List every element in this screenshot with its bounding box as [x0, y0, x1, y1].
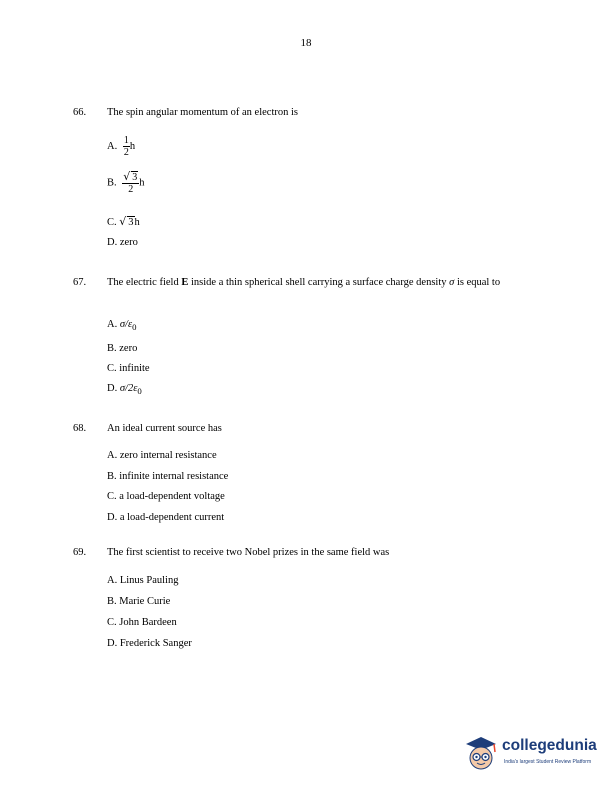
- option-d: [107, 383, 142, 396]
- option-label: A.: [107, 450, 118, 461]
- page-number: 18: [300, 37, 312, 49]
- option-text: Linus Pauling: [119, 575, 179, 586]
- option-label: B.: [107, 177, 117, 189]
- planck-symbol: h: [129, 140, 136, 152]
- option-b: [107, 343, 137, 354]
- option-a: [107, 575, 178, 586]
- option-label: B.: [107, 596, 117, 607]
- subscript: 0: [137, 386, 142, 397]
- option-label: B.: [107, 343, 117, 354]
- question-number: 68.: [73, 423, 87, 434]
- subscript: 0: [132, 322, 137, 333]
- option-text: infinite internal resistance: [119, 471, 229, 482]
- option-c: [107, 363, 150, 374]
- question-text: An ideal current source has: [107, 423, 222, 434]
- option-text: zero: [119, 237, 138, 248]
- option-label: C.: [107, 217, 117, 228]
- option-label: B.: [107, 471, 117, 482]
- option-d: [107, 638, 192, 649]
- option-c: [107, 617, 177, 628]
- option-c: [107, 215, 140, 228]
- option-expression: σ/ε: [119, 319, 133, 330]
- option-expression: σ/2ε: [119, 383, 138, 394]
- question-number: 69.: [73, 547, 87, 558]
- option-label: D.: [107, 512, 118, 523]
- denominator: 2: [128, 184, 134, 195]
- option-text: zero: [119, 343, 138, 354]
- sqrt-icon: √: [119, 215, 127, 228]
- logo-tagline: India's largest Student Review Platform: [504, 759, 592, 765]
- option-d: [107, 237, 138, 248]
- option-label: C.: [107, 491, 117, 502]
- question-text: The first scientist to receive two Nobel prizes in the same field was: [107, 547, 390, 558]
- option-label: C.: [107, 363, 117, 374]
- numerator: 1: [123, 135, 129, 146]
- field-symbol: E: [181, 277, 189, 288]
- fraction: [123, 135, 130, 158]
- option-text: infinite: [119, 363, 150, 374]
- option-b: [107, 471, 228, 482]
- option-a: [107, 450, 217, 461]
- mascot-icon: [462, 734, 500, 774]
- denominator: 2: [123, 147, 129, 158]
- option-label: A.: [107, 319, 118, 330]
- question-number: 67.: [73, 277, 87, 288]
- option-text: Frederick Sanger: [119, 638, 192, 649]
- numerator: [122, 171, 139, 184]
- collegedunia-logo[interactable]: [462, 732, 602, 780]
- question-number: 66.: [73, 107, 87, 118]
- option-label: C.: [107, 617, 117, 628]
- option-text: John Bardeen: [119, 617, 177, 628]
- option-c: [107, 491, 225, 502]
- option-b: [107, 171, 145, 195]
- radicand: 3: [128, 217, 134, 228]
- option-text: Marie Curie: [119, 596, 171, 607]
- option-d: [107, 512, 224, 523]
- option-text: a load-dependent voltage: [119, 491, 225, 502]
- option-label: D.: [107, 383, 118, 394]
- radicand: 3: [132, 172, 138, 183]
- option-text: zero internal resistance: [119, 450, 217, 461]
- question-text: The electric field E inside a thin spherical shell carrying a surface charge density σ is equal to: [107, 277, 501, 288]
- sigma-symbol: σ: [449, 277, 455, 288]
- sqrt-icon: √: [123, 170, 131, 183]
- fraction: [122, 171, 139, 195]
- option-b: [107, 596, 170, 607]
- logo-wordmark: collegedunia: [502, 737, 597, 754]
- option-label: D.: [107, 237, 118, 248]
- option-a: [107, 135, 135, 158]
- planck-symbol: h: [134, 217, 140, 228]
- option-label: D.: [107, 638, 118, 649]
- planck-symbol: h: [139, 177, 145, 189]
- option-label: A.: [107, 140, 118, 152]
- option-label: A.: [107, 575, 118, 586]
- option-text: a load-dependent current: [119, 512, 225, 523]
- question-text: The spin angular momentum of an electron is: [107, 107, 298, 118]
- option-a: [107, 319, 136, 332]
